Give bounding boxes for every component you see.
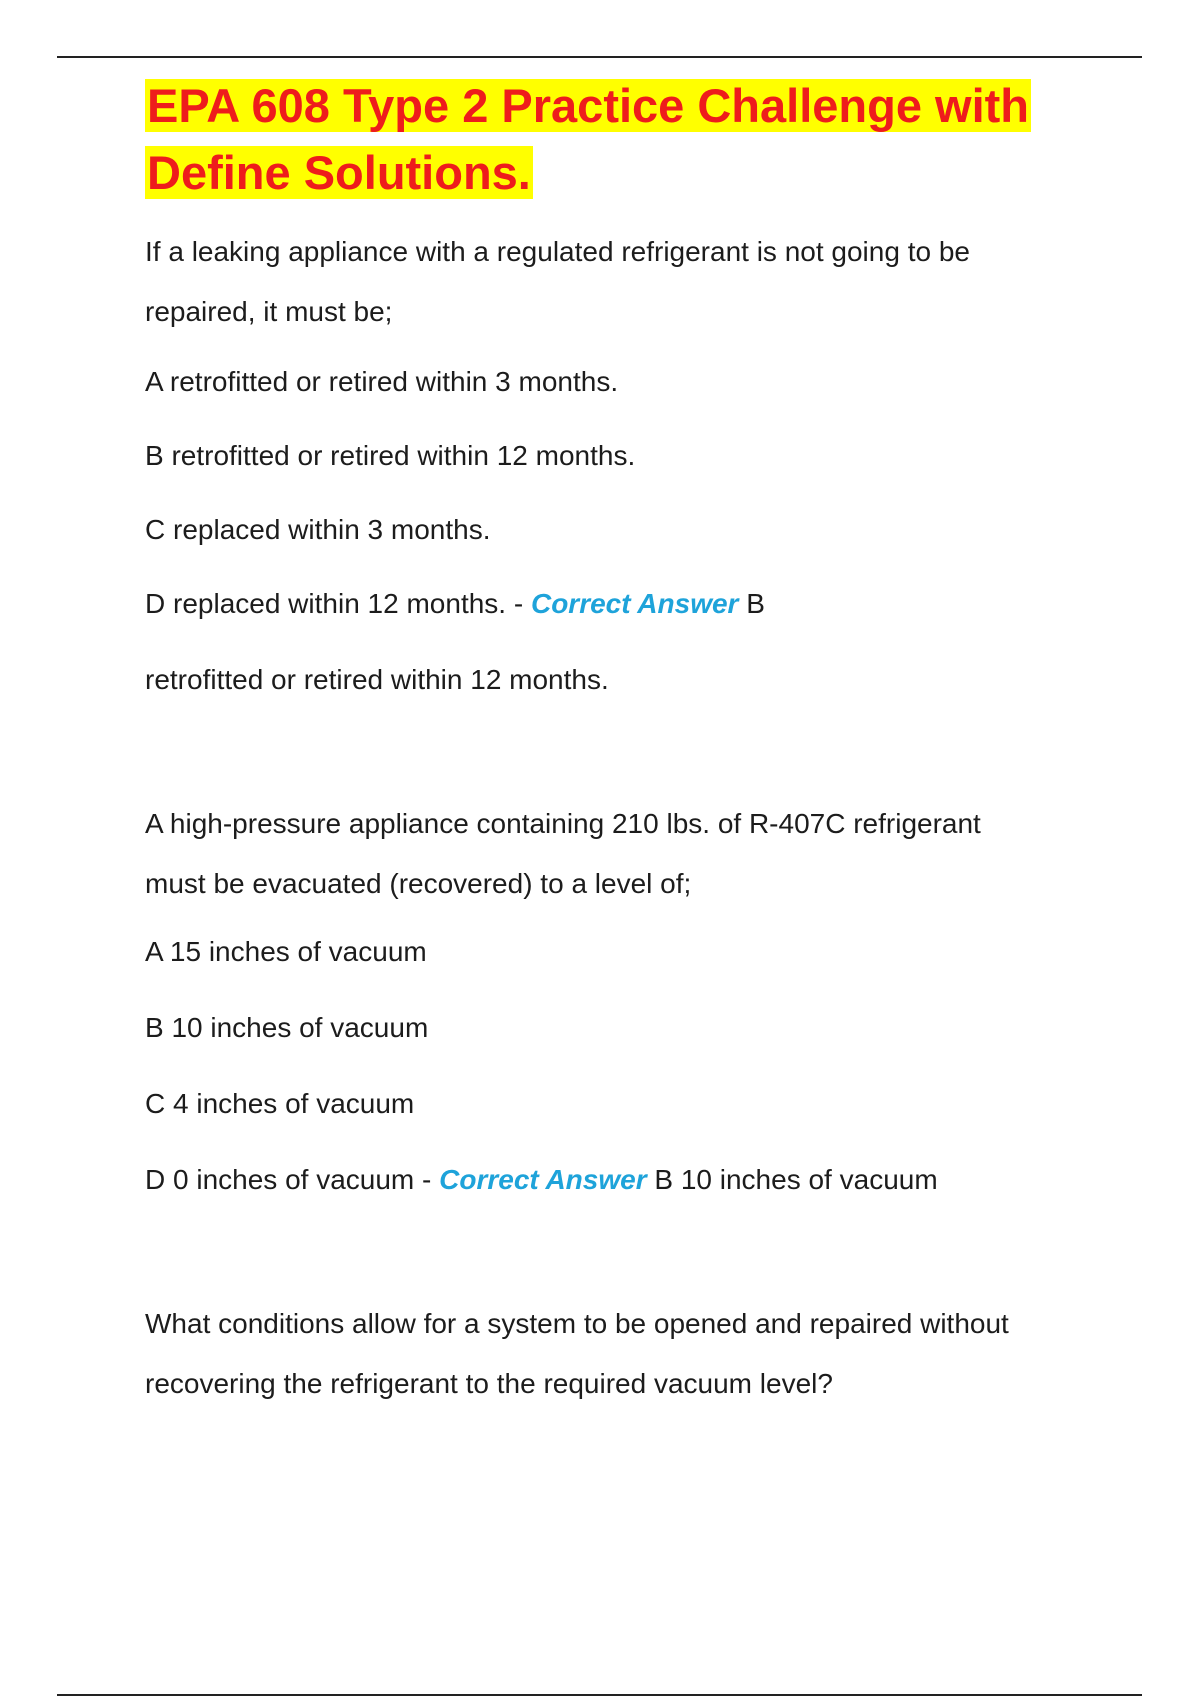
page-title <box>145 72 1095 206</box>
question-2-line-2: must be evacuated (recovered) to a level of; <box>145 868 692 899</box>
question-2-option-a: A 15 inches of vacuum <box>145 936 427 967</box>
question-1-answer-continuation: retrofitted or retired within 12 months. <box>145 664 609 695</box>
question-3-line-1: What conditions allow for a system to be opened and repaired without <box>145 1308 1009 1339</box>
question-1-line-1: If a leaking appliance with a regulated refrigerant is not going to be <box>145 236 970 267</box>
question-3-line-2: recovering the refrigerant to the required vacuum level? <box>145 1368 833 1399</box>
question-1-option-a: A retrofitted or retired within 3 months. <box>145 366 619 397</box>
question-1 <box>145 222 1095 702</box>
question-1-option-d <box>145 582 1095 626</box>
top-rule <box>57 56 1142 58</box>
title-line-2: Define Solutions. <box>147 146 531 199</box>
page-content <box>145 72 1095 1414</box>
question-2-text <box>145 794 1095 914</box>
question-2 <box>145 794 1095 1202</box>
bottom-rule <box>57 1694 1142 1696</box>
question-1-line-2: repaired, it must be; <box>145 296 393 327</box>
question-2-answer-suffix: B 10 inches of vacuum <box>646 1164 938 1195</box>
question-1-option-d-text: D replaced within 12 months. - <box>145 588 531 619</box>
question-3-text <box>145 1294 1095 1414</box>
question-3 <box>145 1294 1095 1414</box>
question-2-option-b: B 10 inches of vacuum <box>145 1012 429 1043</box>
question-2-correct-answer-label: Correct Answer <box>439 1164 647 1195</box>
question-2-option-d <box>145 1158 1095 1202</box>
question-1-option-b: B retrofitted or retired within 12 months. <box>145 440 636 471</box>
question-1-answer-suffix: B <box>738 588 765 619</box>
question-2-option-d-text: D 0 inches of vacuum - <box>145 1164 440 1195</box>
title-highlight <box>145 79 1031 199</box>
question-2-option-c: C 4 inches of vacuum <box>145 1088 415 1119</box>
title-line-1: EPA 608 Type 2 Practice Challenge with <box>147 79 1030 132</box>
question-2-line-1: A high-pressure appliance containing 210 lbs. of R-407C refrigerant <box>145 808 981 839</box>
question-1-text <box>145 222 1095 342</box>
question-1-option-c: C replaced within 3 months. <box>145 514 491 545</box>
question-1-correct-answer-label: Correct Answer <box>530 588 739 619</box>
